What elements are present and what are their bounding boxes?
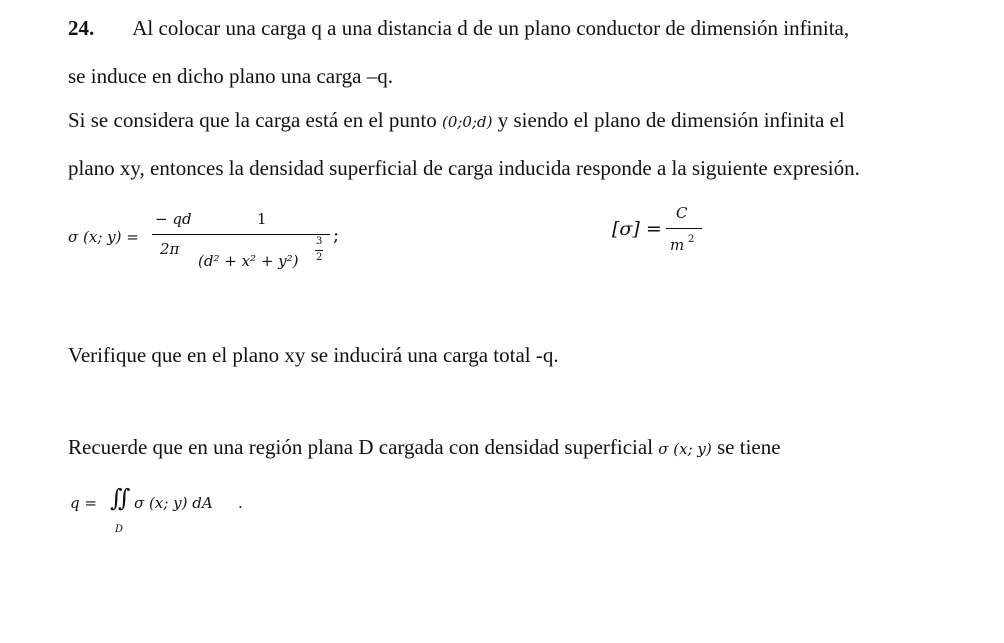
integral-lhs: q = — [70, 494, 97, 512]
recall-sigma: σ (x; y) — [658, 440, 712, 458]
verify-statement: Verifique que en el plano xy se inducirá una carga total -q. — [68, 343, 559, 367]
problem-number: 24. — [68, 16, 95, 40]
integral-region: D — [115, 524, 124, 535]
recall-text-b: se tiene — [717, 435, 781, 459]
exponent-denominator: 2 — [316, 252, 323, 263]
problem-line-4: plano xy, entonces la densidad superficial de carga inducida responde a la siguiente expresión. — [68, 156, 860, 180]
fraction-2-bar — [194, 234, 330, 235]
unit-fraction-bar — [666, 228, 702, 229]
fraction-1-numerator: − qd — [155, 210, 192, 228]
problem-text-1: Al colocar una carga q a una distancia d de un plano conductor de dimensión infinita, — [132, 16, 850, 40]
double-integral-symbol: ∬ — [110, 484, 131, 512]
integrand: σ (x; y) dA — [134, 494, 213, 512]
recall-text-a: Recuerde que en una región plana D cargada con densidad superficial — [68, 435, 654, 459]
problem-text-3b: y siendo el plano de dimensión infinita el — [497, 108, 845, 132]
formula-lhs: σ (x; y) = — [68, 228, 139, 246]
unit-denominator-exponent: 2 — [688, 234, 695, 245]
fraction-2-denominator: (d² + x² + y²) — [198, 252, 299, 270]
unit-lhs: [σ] = — [612, 218, 662, 240]
problem-line-2: se induce en dicho plano una carga –q. — [68, 64, 393, 88]
problem-line-3 — [68, 107, 845, 135]
recall-statement — [68, 434, 781, 462]
integral-end: . — [238, 494, 243, 512]
unit-denominator: m — [670, 236, 685, 254]
problem-line-1 — [68, 15, 849, 41]
exponent-numerator: 3 — [316, 236, 323, 247]
exponent-bar — [315, 250, 323, 251]
fraction-2-numerator: 1 — [257, 210, 267, 228]
unit-numerator: C — [676, 204, 688, 222]
formula-terminator: ; — [333, 225, 340, 246]
fraction-1-bar — [152, 234, 194, 235]
point-coordinates: (0;0;d) — [441, 113, 493, 131]
fraction-1-denominator: 2π — [160, 240, 180, 258]
problem-text-3a: Si se considera que la carga está en el punto — [68, 108, 437, 132]
